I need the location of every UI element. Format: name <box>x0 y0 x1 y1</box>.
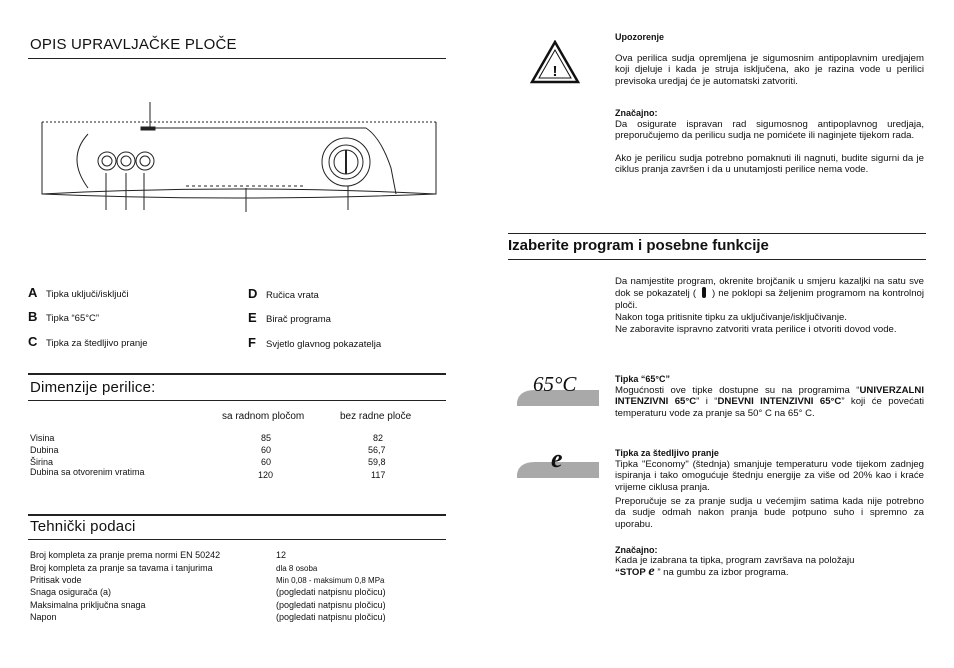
divider <box>508 233 926 234</box>
tech-value: (pogledati natpisnu pločicu) <box>276 587 386 597</box>
section-title-program: Izaberite program i posebne funkcije <box>508 237 769 254</box>
eco-title: Tipka za štedljivo pranje <box>615 448 719 458</box>
tech-row: Napon <box>30 612 57 622</box>
dimensions-col1-header: sa radnom pločom <box>222 411 305 422</box>
legend-item-c: C Tipka za štedljivo pranje <box>28 334 148 349</box>
legend-item-f: F Svjetlo glavnog pokazatelja <box>248 335 382 350</box>
dimensions-col2-header: bez radne ploče <box>340 411 412 422</box>
eco-text: Tipka "Economy" (štednja) smanjuje temperaturu vode tijekom zadnjeg ispiranja i tako omogućuje štednju energije za više od 20% kao i kraće vrijeme ciklusa pranja. <box>615 459 924 493</box>
important2-title: Značajno: <box>615 545 658 555</box>
eco-text-2: Preporučuje se za pranje sudja u većemjim satima kada nije potrebno da sudje odmah nakon pranja bude potpuno suho i spremno za uporabu. <box>615 496 924 530</box>
section-title-technical: Tehnički podaci <box>30 518 136 535</box>
dimensions-row: Dubina 60 56,7 <box>30 445 386 455</box>
temperature-badge: 65°C <box>515 368 602 400</box>
program-text-2: Nakon toga pritisnite tipku za uključivanje/isključivanje. <box>615 312 847 323</box>
tech-value: (pogledati natpisnu pločicu) <box>276 612 386 622</box>
divider <box>28 514 446 516</box>
legend-item-d: D Ručica vrata <box>248 286 319 301</box>
legend-item-b: B Tipka “65°C” <box>28 309 100 324</box>
tech-row: Pritisak vode <box>30 575 82 585</box>
important2-text: Kada je izabrana ta tipka, program završava na položaju “STOP e ” na gumbu za izbor programa. <box>615 555 855 580</box>
important-text: Da osigurate ispravan rad sigumosnog antipoplavnog uredjaja, preporučujemo da perilicu sudja ne pomićete ili naginjete tijekom rada. <box>615 119 924 142</box>
program-text-3: Ne zaboravite ispravno zatvoriti vrata perilice i otvoriti dovod vode. <box>615 324 897 335</box>
tech-value: (pogledati natpisnu pločicu) <box>276 600 386 610</box>
section-title-control-panel: OPIS UPRAVLJAČKE PLOČE <box>30 36 237 53</box>
divider <box>28 539 446 540</box>
tech-row: Broj kompleta za pranje sa tavama i tanjurima <box>30 563 213 573</box>
divider <box>28 58 446 59</box>
temp-title: Tipka “65°C” <box>615 374 670 384</box>
svg-text:!: ! <box>552 63 558 80</box>
important-text-2: Ako je perilicu sudja potrebno pomaknuti ili nagnuti, budite sigurni da je ciklus pranja završen i da u unutamjosti perilice nema vode. <box>615 153 924 176</box>
tech-value: dla 8 osoba <box>276 564 318 573</box>
divider <box>28 400 446 401</box>
program-text: Da namjestite program, okrenite brojčanik u smjeru kazaljki na satu sve dok se pokazatelj ( ) ne poklopi sa željenim programom na kontrolnoj ploči. <box>615 276 924 311</box>
legend-item-e: E Birač programa <box>248 310 331 325</box>
section-title-dimensions: Dimenzije perilice: <box>30 379 156 396</box>
warning-text: Ova perilica sudja opremljena je sigumosnim antipoplavnim uredjajem koji djeluje i kada je struja isključena, ako je razina vode u perilici previsoka uredjaj će je automatski zatvoriti. <box>615 53 924 87</box>
tech-value: 12 <box>276 550 287 560</box>
control-panel-diagram <box>36 98 446 216</box>
tech-row: Maksimalna priključna snaga <box>30 600 146 610</box>
warning-triangle-icon <box>530 40 580 84</box>
important-title: Značajno: <box>615 108 658 118</box>
warning-title: Upozorenje <box>615 32 665 42</box>
tech-row: Broj kompleta za pranje prema normi EN 50242 <box>30 550 221 560</box>
temp-text: Mogućnosti ove tipke dostupne su na programima “UNIVERZALNI INTENZIVNI 65°C” i “DNEVNI INTENZIVNI 65°C” koji će povećati temperaturu vode za pranje sa 50° C na 65° C. <box>615 385 924 419</box>
tech-value: Min 0,08 - maksimum 0,8 MPa <box>276 576 385 585</box>
dimensions-row: Širina 60 59,8 <box>30 457 386 467</box>
dimensions-row: Visina 85 82 <box>30 433 384 443</box>
tech-row: Snaga osigurača (a) <box>30 587 112 597</box>
divider <box>508 259 926 260</box>
dimensions-row: Dubina sa otvorenim vratima 120 117 <box>30 467 386 480</box>
divider <box>28 373 446 375</box>
economy-badge: e <box>515 448 602 480</box>
indicator-icon <box>702 287 706 298</box>
legend-item-a: A Tipka uključi/isključi <box>28 285 129 300</box>
